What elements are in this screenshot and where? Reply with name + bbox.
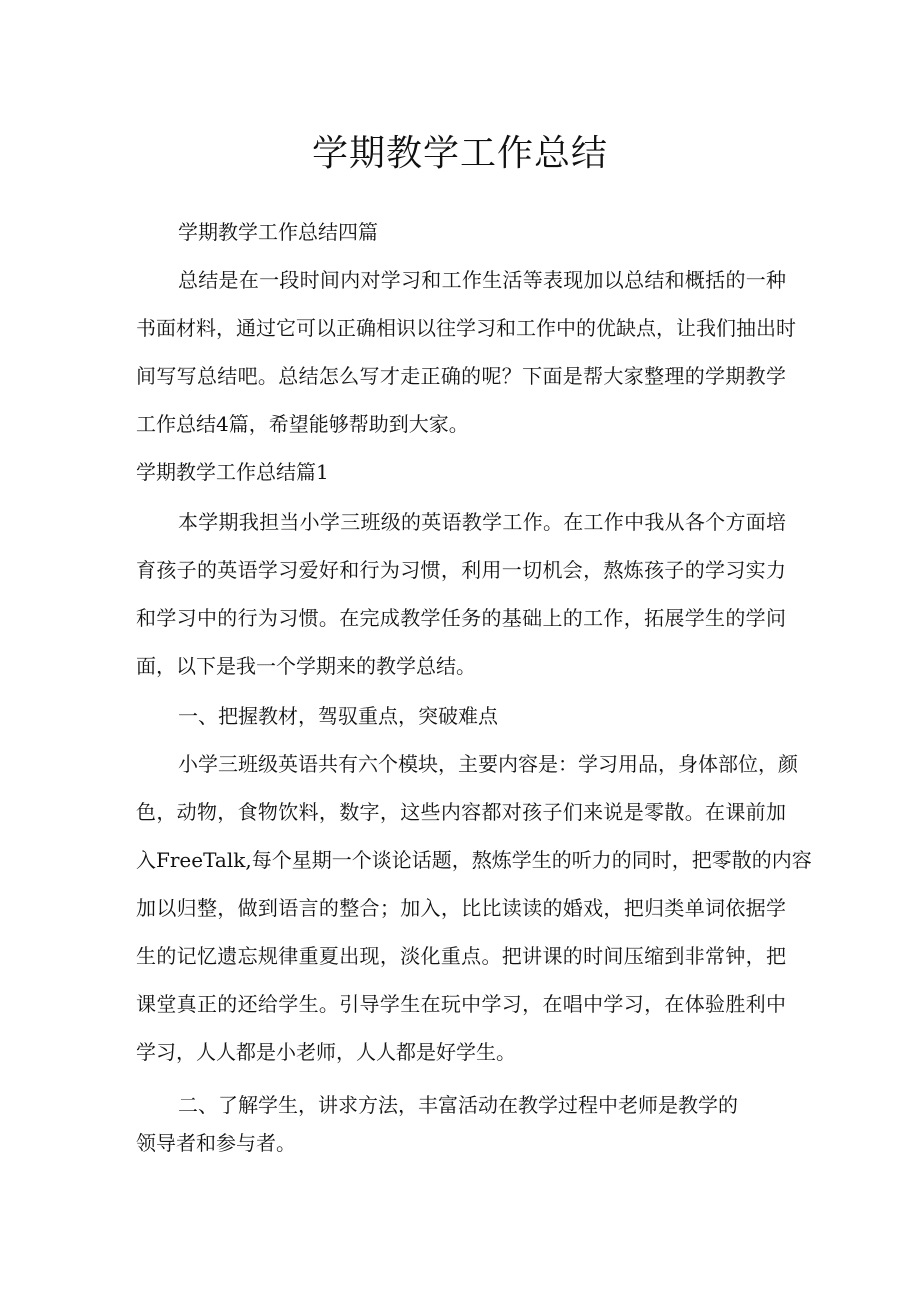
paragraph-line: 总结是在一段时间内对学习和工作生活等表现加以总结和概括的一种 — [178, 268, 786, 292]
paragraph-line: 育孩子的英语学习爱好和行为习惯，利用一切机会，熬炼孩子的学习实力 — [136, 558, 786, 582]
section-heading: 一、把握教材，驾驭重点，突破难点 — [178, 704, 498, 728]
paragraph-line: 生的记忆遗忘规律重夏出现，淡化重点。把讲课的时间压缩到非常钟，把 — [136, 944, 786, 968]
paragraph-line: 书面材料，通过它可以正确相识以往学习和工作中的优缺点，让我们抽出时 — [136, 316, 796, 340]
paragraph-line: 小学三班级英语共有六个模块，主要内容是：学习用品，身体部位，颜 — [178, 752, 798, 776]
paragraph-line: 学习，人人都是小老师，人人都是好学生。 — [136, 1040, 516, 1064]
section-heading: 学期教学工作总结篇1 — [136, 460, 329, 484]
document-title: 学期教学工作总结 — [311, 133, 608, 174]
paragraph-line: 入FreeTalk,每个星期一个谈论话题，熬炼学生的听力的同时，把零散的内容 — [136, 848, 812, 872]
paragraph-line: 本学期我担当小学三班级的英语教学工作。在工作中我从各个方面培 — [178, 510, 786, 534]
paragraph-line: 领导者和参与者。 — [136, 1131, 296, 1155]
paragraph-line: 色，动物，食物饮料，数字，这些内容都对孩子们来说是零散。在课前加 — [136, 800, 786, 824]
paragraph-line: 工作总结4篇，希望能够帮助到大家。 — [136, 412, 469, 436]
paragraph-line: 和学习中的行为习惯。在完成教学任务的基础上的工作，拓展学生的学问 — [136, 606, 786, 630]
paragraph-line: 加以归整，做到语言的整合；加入，比比读读的婚戏，把归类单词依据学 — [136, 896, 786, 920]
paragraph-line: 间写写总结吧。总结怎么写才走正确的呢？下面是帮大家整理的学期教学 — [136, 364, 786, 388]
section-heading: 二、了解学生，讲求方法，丰富活动在教学过程中老师是教学的 — [178, 1093, 738, 1117]
paragraph-line: 面，以下是我一个学期来的教学总结。 — [136, 654, 476, 678]
subtitle-line: 学期教学工作总结四篇 — [178, 220, 378, 244]
paragraph-line: 课堂真正的还给学生。引导学生在玩中学习，在唱中学习，在体验胜利中 — [136, 992, 786, 1016]
